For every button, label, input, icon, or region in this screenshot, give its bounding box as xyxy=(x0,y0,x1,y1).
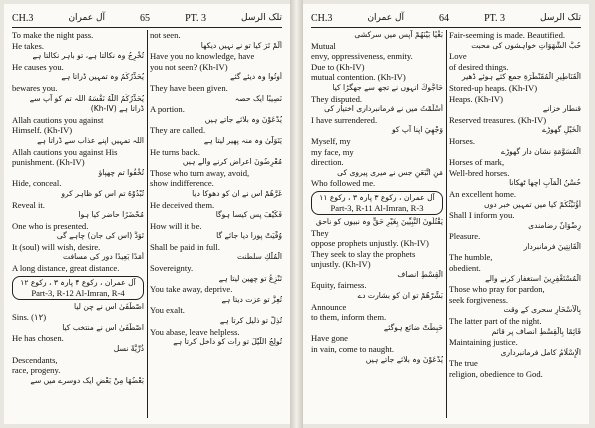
arabic-term-line: أَسْلَمْتُ میں نے فرمانبرداری اختیار کی xyxy=(324,104,443,114)
english-gloss-line: The true xyxy=(449,358,478,369)
arabic-term-line: حَاجُّوكَ انہوں نے تجھ سے جھگڑا کیا xyxy=(332,82,443,92)
english-gloss-line: Himself. (Kh-IV) xyxy=(12,125,73,136)
arabic-term-line: أَؤُنَبِّئُكُمْ کیا میں تمہیں خبر دوں xyxy=(484,199,581,209)
english-gloss-line: Those who pray for pardon, xyxy=(449,284,545,295)
arabic-term-line: حُبُّ الشَّهَوَاتِ خواہشوں کی محبت xyxy=(471,40,581,50)
arabic-term-line: الْقَانِتِينَ فرمانبردار xyxy=(523,241,581,251)
english-gloss-line: Due to (Kh-IV) xyxy=(311,61,365,72)
page-number: 65 xyxy=(140,12,151,24)
english-gloss-line: in vain, come to naught. xyxy=(311,344,395,355)
column-left xyxy=(311,30,443,418)
english-gloss-line: Equity, fairness. xyxy=(311,280,367,291)
header-rule xyxy=(12,27,282,28)
english-gloss-line: bewares you. xyxy=(12,82,58,93)
english-gloss-line: Pleasure. xyxy=(449,231,481,242)
english-gloss-line: Horses. xyxy=(449,135,476,146)
english-gloss-line: of desired things. xyxy=(449,61,509,72)
english-gloss-line: obedient. xyxy=(449,263,481,274)
english-gloss-line: race, progeny. xyxy=(12,365,61,376)
english-gloss-line: Stored-up heaps. (Kh-IV) xyxy=(449,82,538,93)
english-gloss-line: Announce xyxy=(311,301,347,312)
english-gloss-line: Fair-seeming is made. Beautified. xyxy=(449,30,566,40)
english-gloss-line: Shall be paid in full. xyxy=(150,241,220,252)
english-gloss-line: One who is presented. xyxy=(12,220,89,231)
english-gloss-line: A long distance, great distance. xyxy=(12,263,120,274)
arabic-term-line: مُحْضَرًا حاضر کیا ہوا xyxy=(78,210,144,220)
arabic-term-line: حُسْنُ الْمَآبِ اچھا ٹھکانا xyxy=(509,178,581,188)
arabic-term-line: وَجْهِيَ اپنا آپ کو xyxy=(391,125,443,135)
arabic-term-line: بَعْضُهَا مِنْ بَعْضٍ ایک دوسرے میں سے xyxy=(30,375,144,385)
english-gloss-line: Heaps. (Kh-IV) xyxy=(449,93,503,104)
arabic-term-line: اللہ تمہیں اپنے عذاب سے ڈراتا ہے xyxy=(37,135,144,145)
english-gloss-line: Reveal it. xyxy=(12,199,45,210)
left-page xyxy=(4,4,290,424)
arabic-term-line: يُحَذِّرُكُمُ وہ تمہیں ڈراتا ہے xyxy=(61,72,144,82)
english-gloss-line: Have gone xyxy=(311,333,348,344)
english-gloss-line: envy, oppressiveness, enmity. xyxy=(311,51,413,62)
english-gloss-line: He turns back. xyxy=(150,146,200,157)
arabic-term-line: تُولِجُ اللَّيْلَ تو رات کو داخل کرتا ہے xyxy=(173,337,282,347)
ruku-box-line: آل عمران ، رکوع ۴ پارہ ۳ ، رکوع ۱۲ xyxy=(20,277,136,287)
english-gloss-line: He has chosen. xyxy=(12,333,64,344)
english-gloss-line: They are called. xyxy=(150,125,206,136)
english-gloss-line: Love xyxy=(449,51,467,62)
arabic-term-line: الْإِسْلَامُ کامل فرمانبرداری xyxy=(500,347,581,357)
english-gloss-line: my face, my xyxy=(311,146,354,157)
arabic-term-line: يَتَوَلَّىٰ وہ منہ پھیر لیتا ہے xyxy=(203,135,282,145)
arabic-term-line: تُخْفُوا تم چھپاؤ xyxy=(98,167,144,177)
ruku-box xyxy=(12,276,144,300)
arabic-term-line: يَقْتُلُونَ النَّبِيِّينَ بِغَيْرِ حَقٍّ وہ نبیوں کو ناحق xyxy=(315,216,443,226)
arabic-term-line: تُبْدُوْهُ تم اس کو ظاہر کرو xyxy=(61,188,144,198)
ruku-box-line: آل عمران ، رکوع ۳ پارہ ۳ ، رکوع ۱۱ xyxy=(319,192,435,202)
ruku-box xyxy=(311,191,443,215)
english-gloss-line: They seek to slay the prophets xyxy=(311,248,416,259)
arabic-term-line: تُعِزُّ تو عزت دیتا ہے xyxy=(221,294,282,304)
arabic-term-line: قنطار خزانے xyxy=(542,104,581,114)
arabic-term-line: الْقَنَاطِيرِ الْمُقَنْطَرَةِ جمع کئے ہوئے ڈھیر xyxy=(461,72,581,82)
arabic-term-line: الْخَيْلِ گھوڑے xyxy=(542,125,581,135)
column-divider xyxy=(147,30,148,418)
part-title: تلک الرسل xyxy=(540,13,581,23)
arabic-term-line: تَنْزِعُ تو چھین لیتا ہے xyxy=(218,273,282,283)
page-header xyxy=(12,10,282,26)
arabic-term-line: يُدْعَوْنَ وہ بلائے جاتے ہیں xyxy=(365,354,443,364)
arabic-term-line: مُعْرِضُونَ اعراض کرنے والے ہیں xyxy=(182,157,282,167)
arabic-term-line: حَبِطَتْ ضائع ہوگئے xyxy=(383,322,443,332)
arabic-term-line: وُفِّيَتْ پورا دیا جائے گا xyxy=(216,231,282,241)
english-gloss-line: An excellent home. xyxy=(449,188,517,199)
arabic-term-line: ڈراتا ہے (Kh-IV) xyxy=(90,104,144,114)
arabic-term-line: الْمُلْكِ سلطنت xyxy=(237,252,282,262)
chapter-label: CH.3 xyxy=(12,12,34,24)
english-gloss-line: Have you no knowledge, have xyxy=(150,51,255,62)
arabic-term-line: تَوَدُّ (اس کی جان) چاہے گی xyxy=(56,231,144,241)
arabic-term-line: فَكَيْفَ پس کیسا ہوگا xyxy=(215,210,282,220)
english-gloss-line: seek forgiveness. xyxy=(449,294,509,305)
arabic-term-line: تُذِلُّ تو ذلیل کرتا ہے xyxy=(219,316,282,326)
page-number: 64 xyxy=(439,12,450,24)
ruku-box-line: Part-3, R-12 Al-Imran, R-4 xyxy=(31,287,125,298)
ruku-box-line: Part-3, R-11 Al-Imran, R-3 xyxy=(330,202,424,213)
english-gloss-line: Hide, conceal. xyxy=(12,178,62,189)
english-gloss-line: I have surrendered. xyxy=(311,114,378,125)
english-gloss-line: To make the night pass. xyxy=(12,30,94,40)
english-gloss-line: Mutual xyxy=(311,40,336,51)
english-gloss-line: How will it be. xyxy=(150,220,202,231)
arabic-term-line: بَشِّرْهُمْ تو ان کو بشارت دے xyxy=(357,291,443,301)
english-gloss-line: They xyxy=(311,227,329,238)
english-gloss-line: A portion. xyxy=(150,104,185,115)
column-left xyxy=(12,30,144,418)
english-gloss-line: Those who turn away, avoid, xyxy=(150,167,250,178)
right-page xyxy=(303,4,589,424)
english-gloss-line: You take away, deprive. xyxy=(150,284,233,295)
english-gloss-line: The latter part of the night. xyxy=(449,316,542,327)
english-gloss-line: not seen. xyxy=(150,30,181,40)
english-gloss-line: you not seen? (Kh-IV) xyxy=(150,61,228,72)
arabic-term-line: ذُرِّيَّةً نسل xyxy=(113,344,144,354)
english-gloss-line: show indifference. xyxy=(150,178,214,189)
english-gloss-line: Myself, my xyxy=(311,135,351,146)
page-header xyxy=(311,10,581,26)
english-gloss-line: The humble, xyxy=(449,252,493,263)
arabic-term-line: بِالْأَسْحَارِ سحری کے وقت xyxy=(503,305,581,315)
part-title: تلک الرسل xyxy=(241,13,282,23)
english-gloss-line: It (soul) will wish, desire. xyxy=(12,241,101,252)
column-right xyxy=(150,30,282,418)
arabic-term-line: الْقِسْطِ انصاف xyxy=(397,269,443,279)
arabic-term-line: رِضْوَانٌ رضامندی xyxy=(528,220,581,230)
arabic-term-line: قَائِمًا بِالْقِسْطِ انصاف پر قائم xyxy=(491,326,581,336)
english-gloss-line: Maintaining justice. xyxy=(449,337,518,348)
arabic-term-line: أُوتُوا وہ دیئے گئے xyxy=(230,72,282,82)
english-gloss-line: Sins. (۱۲) xyxy=(12,312,47,323)
english-gloss-line: punishment. (Kh-IV) xyxy=(12,157,85,168)
english-gloss-line: Descendants, xyxy=(12,354,58,365)
arabic-term-line: مَنِ اتَّبَعَنِ جس نے میری پیروی کی xyxy=(337,167,443,177)
english-gloss-line: to them, inform them. xyxy=(311,312,387,323)
english-gloss-line: You exalt. xyxy=(150,305,185,316)
chapter-label: CH.3 xyxy=(311,12,333,24)
arabic-term-line: نَصِيبًا ایک حصہ xyxy=(234,93,282,103)
column-right xyxy=(449,30,581,418)
english-gloss-line: They disputed. xyxy=(311,93,363,104)
surah-title: آل عمران xyxy=(367,13,404,23)
english-gloss-line: Horses of mark, xyxy=(449,157,505,168)
column-divider xyxy=(446,30,447,418)
english-gloss-line: Shall I inform you. xyxy=(449,210,515,221)
part-label: PT. 3 xyxy=(484,12,505,24)
english-gloss-line: direction. xyxy=(311,157,344,168)
arabic-term-line: الْمُسْتَغْفِرِينَ استغفار کرنے والے xyxy=(485,273,581,283)
english-gloss-line: Allah cautions you against xyxy=(12,114,104,125)
english-gloss-line: unjustly. (Kh-IV) xyxy=(311,259,371,270)
book-gutter xyxy=(290,0,303,428)
arabic-term-line: يُدْعَوْنَ وہ بلائے جاتے ہیں xyxy=(204,114,282,124)
english-gloss-line: Allah cautions you against His xyxy=(12,146,118,157)
arabic-term-line: يُحَذِّرُكُمُ اللّٰهُ نَفْسَهُ اللہ تم کو آپ سے xyxy=(29,93,144,103)
english-gloss-line: He deceived them. xyxy=(150,199,215,210)
arabic-term-line: الْمُسَوَّمَةِ نشان دار گھوڑے xyxy=(501,146,581,156)
header-rule xyxy=(311,27,581,28)
part-label: PT. 3 xyxy=(185,12,206,24)
english-gloss-line: Who followed me. xyxy=(311,178,376,189)
english-gloss-line: Well-bred horses. xyxy=(449,167,510,178)
arabic-term-line: اصْطَفَىٰ اس نے منتخب کیا xyxy=(62,322,144,332)
arabic-term-line: اصْطَفَىٰ اس نے چن لیا xyxy=(74,301,144,311)
english-gloss-line: He causes you. xyxy=(12,61,64,72)
english-gloss-line: He takes. xyxy=(12,40,44,51)
english-gloss-line: They have been given. xyxy=(150,82,228,93)
english-gloss-line: oppose prophets unjustly. (Kh-IV) xyxy=(311,238,429,249)
english-gloss-line: Reserved treasures. (Kh-IV) xyxy=(449,114,547,125)
english-gloss-line: religion, obedience to God. xyxy=(449,369,543,379)
english-gloss-line: You abase, leave helpless. xyxy=(150,326,240,337)
english-gloss-line: Sovereignty. xyxy=(150,263,194,274)
surah-title: آل عمران xyxy=(68,13,105,23)
arabic-term-line: أَمَدًا بَعِيدًا دور کی مسافت xyxy=(63,252,144,262)
arabic-term-line: غَرَّهُمْ اس نے ان کو دھوکا دیا xyxy=(192,188,282,198)
arabic-term-line: بَغْيًا بَيْنَهُمْ آپس میں سرکشی xyxy=(354,30,443,39)
english-gloss-line: mutual contention. (Kh-IV) xyxy=(311,72,406,83)
arabic-term-line: تُخْرِجُ وہ نکالتا ہے، تو باہر نکالتا ہے xyxy=(32,51,144,61)
arabic-term-line: أَلَمْ تَرَ کیا تو نے نہیں دیکھا xyxy=(200,40,282,50)
